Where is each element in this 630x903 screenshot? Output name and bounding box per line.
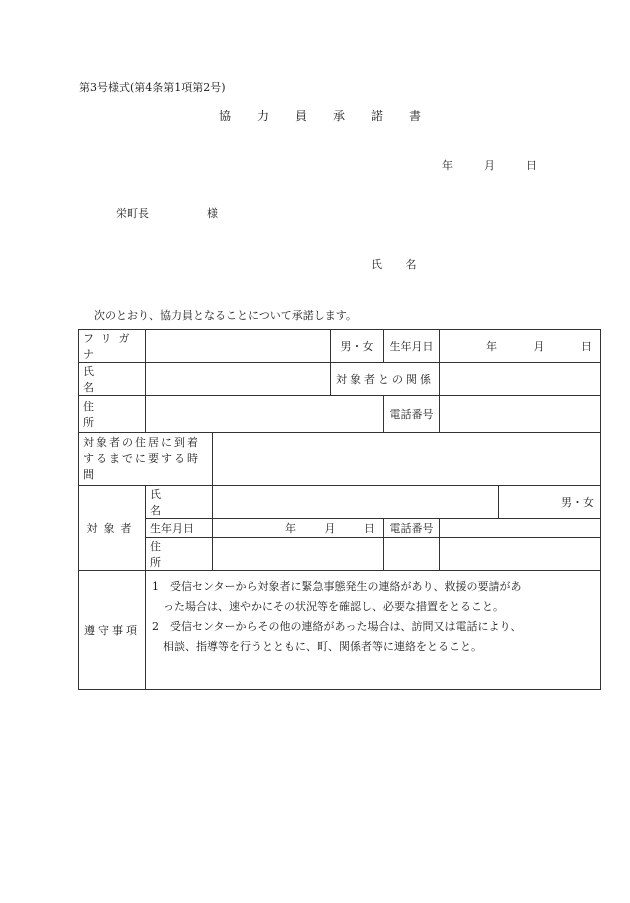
label-name: 氏 名: [79, 363, 146, 396]
page-title: 協力員承諾書: [219, 109, 448, 123]
label-subject-name: 氏 名: [146, 486, 213, 519]
date-line: [442, 157, 537, 173]
input-furigana[interactable]: [146, 330, 331, 363]
birth-year: 年: [486, 340, 497, 353]
rule-line-1: 1 受信センターから対象者に緊急事態発生の連絡があり、救援の要請があ: [152, 580, 522, 593]
date-year: 年: [442, 159, 453, 172]
form-number: 第3号様式(第4条第1項第2号): [79, 81, 226, 94]
input-address[interactable]: [146, 396, 384, 433]
rule-line-3: 2 受信センターからその他の連絡があった場合は、訪問又は電話により、: [152, 620, 522, 633]
input-subject-name[interactable]: [213, 486, 499, 519]
input-subject-phone[interactable]: [440, 519, 601, 538]
input-name[interactable]: [146, 363, 331, 396]
label-travel-time: 対象者の住居に到着するまでに要する時間: [79, 433, 213, 486]
label-furigana: フリガナ: [79, 330, 146, 363]
gender-select[interactable]: 男・女: [331, 330, 384, 363]
date-day: 日: [526, 159, 537, 172]
addressee: [116, 205, 218, 221]
input-subject-birthdate[interactable]: [213, 519, 384, 538]
row-name: [79, 363, 601, 396]
subject-birth-year: 年: [285, 522, 296, 535]
label-rules: 遵守事項: [79, 571, 146, 690]
input-birthdate[interactable]: [440, 330, 601, 363]
row-subject-birthdate: [79, 519, 601, 538]
signature-label: 氏 名: [371, 258, 427, 271]
row-subject-address: [79, 538, 601, 571]
birth-month: 月: [533, 340, 545, 353]
addressee-name: 栄町長: [116, 207, 149, 220]
row-rules: [79, 571, 601, 690]
label-address: 住 所: [79, 396, 146, 433]
label-subject-phone: 電話番号: [384, 519, 440, 538]
label-phone: 電話番号: [384, 396, 440, 433]
label-subject: 対象者: [79, 486, 146, 571]
row-travel-time: [79, 433, 601, 486]
consent-form-table: [78, 329, 601, 690]
label-subject-address: 住 所: [146, 538, 213, 571]
birth-day: 日: [581, 340, 592, 353]
intro-text: 次のとおり、協力員となることについて承諾します。: [94, 309, 357, 322]
input-relation[interactable]: [440, 363, 601, 396]
row-subject-name: [79, 486, 601, 519]
label-relation: 対象者との関係: [331, 363, 440, 396]
subject-gender-select[interactable]: 男・女: [499, 486, 601, 519]
input-subject-address-extra[interactable]: [384, 538, 440, 571]
date-month: 月: [484, 159, 495, 172]
input-subject-address-extra2[interactable]: [440, 538, 601, 571]
label-birthdate: 生年月日: [384, 330, 440, 363]
rule-line-4: 相談、指導等を行うとともに、町、関係者等に連絡をとること。: [152, 640, 482, 653]
rules-content: [146, 571, 601, 690]
input-travel-time[interactable]: [213, 433, 601, 486]
subject-birth-day: 日: [364, 522, 375, 535]
label-subject-birthdate: 生年月日: [146, 519, 213, 538]
row-furigana: [79, 330, 601, 363]
addressee-honorific: 様: [207, 207, 218, 220]
subject-birth-month: 月: [324, 522, 336, 535]
rule-line-2: った場合は、速やかにその状況等を確認し、必要な措置をとること。: [152, 600, 504, 613]
input-subject-address[interactable]: [213, 538, 384, 571]
row-address: [79, 396, 601, 433]
input-phone[interactable]: [440, 396, 601, 433]
